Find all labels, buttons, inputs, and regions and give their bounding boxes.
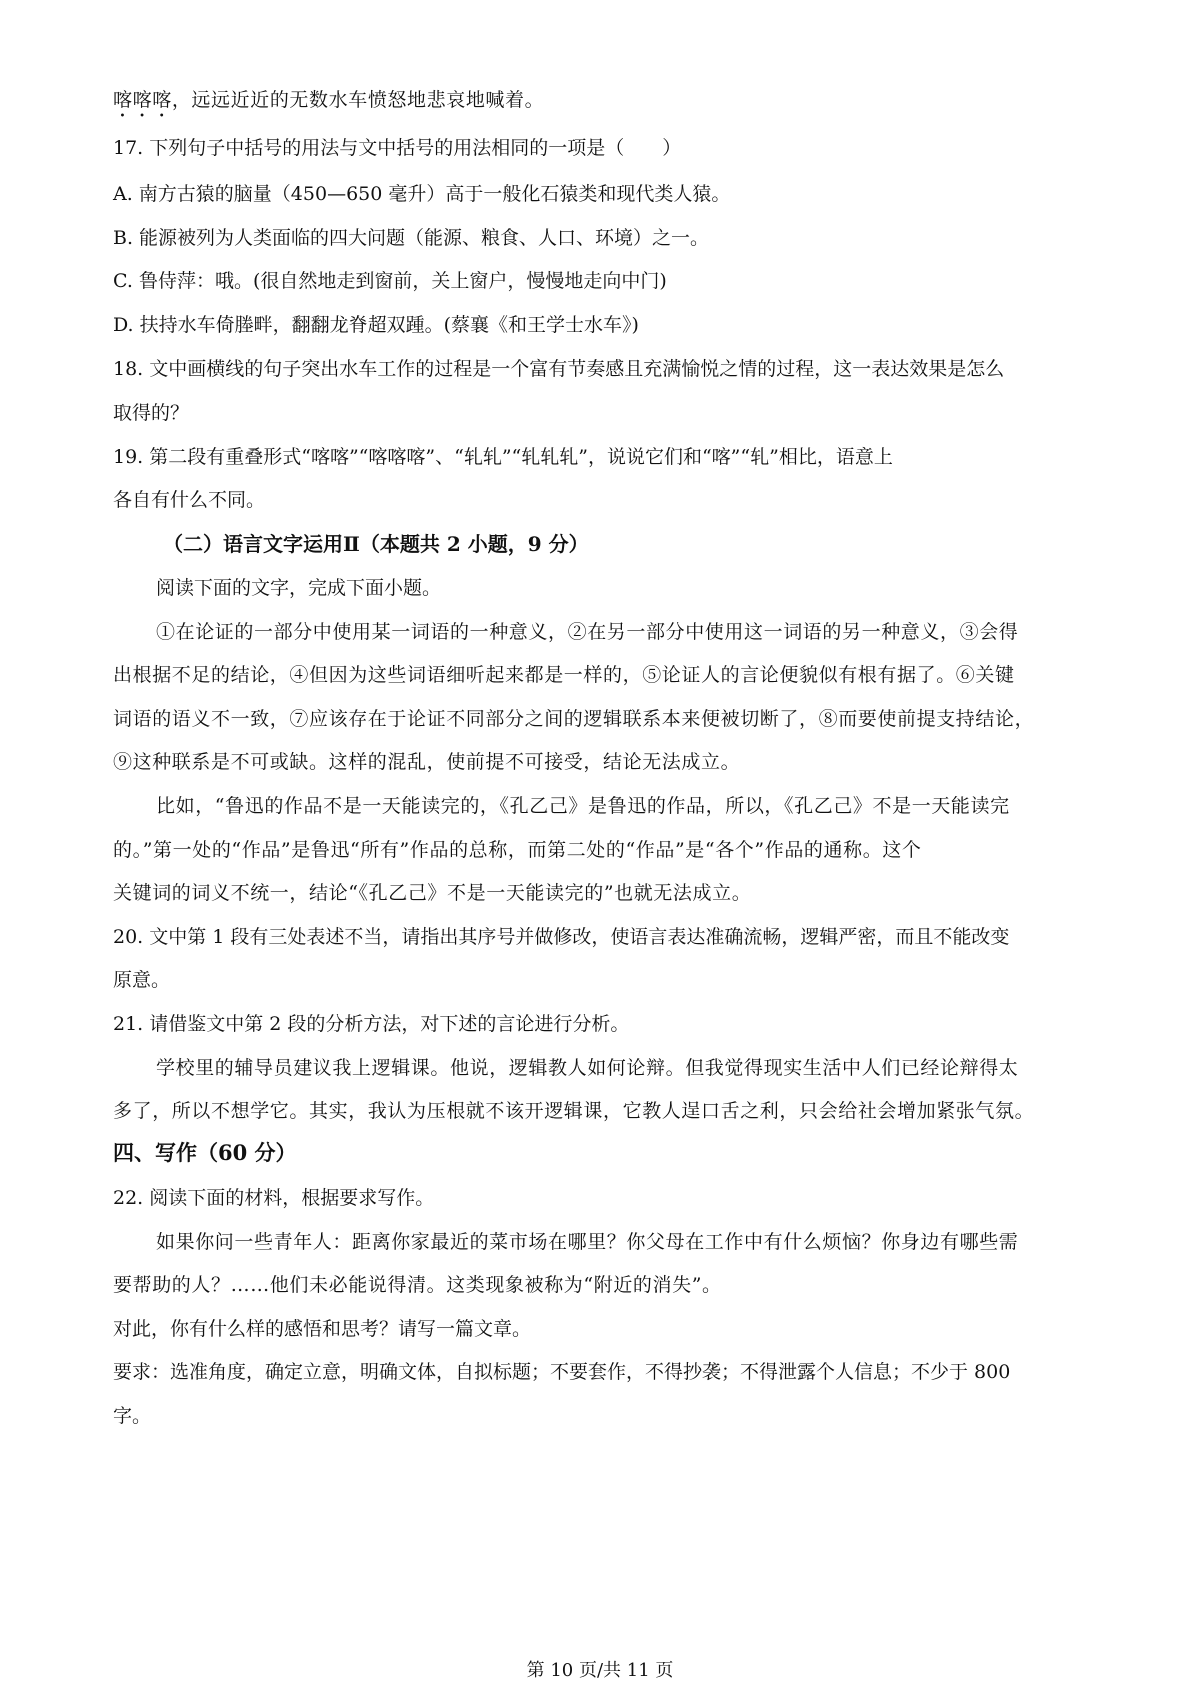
q18-line-2: 取得的？ <box>113 402 190 424</box>
q22-requirements-line-2: 字。 <box>113 1405 152 1427</box>
q22-prompt: 对此，你有什么样的感悟和思考？请写一篇文章。 <box>113 1318 532 1340</box>
excerpt-text: ，远远近近的无数水车愤怒地悲哀地喊着。 <box>171 89 545 111</box>
passage-para1-line-1: ①在论证的一部分中使用某一词语的一种意义，②在另一部分中使用这一词语的另一种意义，③会得 <box>156 621 1019 643</box>
q22-stem: 22. 阅读下面的材料，根据要求写作。 <box>113 1187 435 1209</box>
excerpt-line <box>113 86 1103 122</box>
q21-quote-line-2: 多了，所以不想学它。其实，我认为压根就不该开逻辑课，它教人逞口舌之利，只会给社会增加紧张气氛。 <box>113 1100 1035 1122</box>
page-number: 第 10 页/共 11 页 <box>526 1660 674 1681</box>
passage-para2-line-1: 比如，“鲁迅的作品不是一天能读完的，《孔乙己》是鲁迅的作品，所以，《孔乙己》不是一天能读完 <box>156 795 1010 817</box>
passage-para1-line-4: ⑨这种联系是不可或缺。这样的混乱，使前提不可接受，结论无法成立。 <box>113 751 741 773</box>
q21-stem: 21. 请借鉴文中第 2 段的分析方法，对下述的言论进行分析。 <box>113 1013 630 1035</box>
q17-option-c: C. 鲁侍萍：哦。(很自然地走到窗前，关上窗户，慢慢地走向中门) <box>113 270 667 292</box>
section-2-instruction: 阅读下面的文字，完成下面小题。 <box>156 577 442 599</box>
q17-option-a: A. 南方古猿的脑量（450—650 毫升）高于一般化石猿类和现代类人猿。 <box>113 183 731 205</box>
q20-line-2: 原意。 <box>113 969 171 991</box>
q22-requirements-line-1: 要求：选准角度，确定立意，明确文体，自拟标题；不要套作，不得抄袭；不得泄露个人信息；不少于 800 <box>113 1361 1011 1383</box>
emphasized-text: 喀喀喀 <box>113 89 172 111</box>
passage-para1-line-3: 词语的语义不一致，⑦应该存在于论证不同部分之间的逻辑联系本来便被切断了，⑧而要使前提支持结论， <box>113 708 1035 730</box>
section-2-heading: （二）语言文字运用Ⅱ（本题共 2 小题，9 分） <box>163 532 589 556</box>
q22-material-line-1: 如果你问一些青年人：距离你家最近的菜市场在哪里？你父母在工作中有什么烦恼？你身边有哪些需 <box>156 1231 1019 1253</box>
q17-option-b: B. 能源被列为人类面临的四大问题（能源、粮食、人口、环境）之一。 <box>113 227 710 249</box>
q21-quote-line-1: 学校里的辅导员建议我上逻辑课。他说，逻辑教人如何论辩。但我觉得现实生活中人们已经论辩得太 <box>156 1057 1019 1079</box>
q17-stem: 17. 下列句子中括号的用法与文中括号的用法相同的一项是（ ） <box>113 137 682 159</box>
q17-option-d: D. 扶持水车倚塍畔，翻翻龙脊超双踵。(蔡襄《和王学士水车》) <box>113 314 639 336</box>
q19-line-1: 19. 第二段有重叠形式“喀喀”“喀喀喀”、“轧轧”“轧轧轧”，说说它们和“喀”“轧”相比，语意上 <box>113 446 893 468</box>
passage-para1-line-2: 出根据不足的结论，④但因为这些词语细听起来都是一样的，⑤论证人的言论便貌似有根有据了。⑥关键 <box>113 664 1015 686</box>
q22-material-line-2: 要帮助的人？……他们未必能说得清。这类现象被称为“附近的消失”。 <box>113 1274 722 1296</box>
passage-para2-line-3: 关键词的词义不统一，结论“《孔乙己》不是一天能读完的”也就无法成立。 <box>113 882 752 904</box>
section-4-heading: 四、写作（60 分） <box>113 1140 297 1165</box>
q18-line-1: 18. 文中画横线的句子突出水车工作的过程是一个富有节奏感且充满愉悦之情的过程，这一表达效果是怎么 <box>113 358 1005 380</box>
q20-line-1: 20. 文中第 1 段有三处表述不当，请指出其序号并做修改，使语言表达准确流畅，逻辑严密，而且不能改变 <box>113 926 1010 948</box>
passage-para2-line-2: 的。”第一处的“作品”是鲁迅“所有”作品的总称，而第二处的“作品”是“各个”作品的通称。这个 <box>113 839 922 861</box>
q19-line-2: 各自有什么不同。 <box>113 489 266 511</box>
